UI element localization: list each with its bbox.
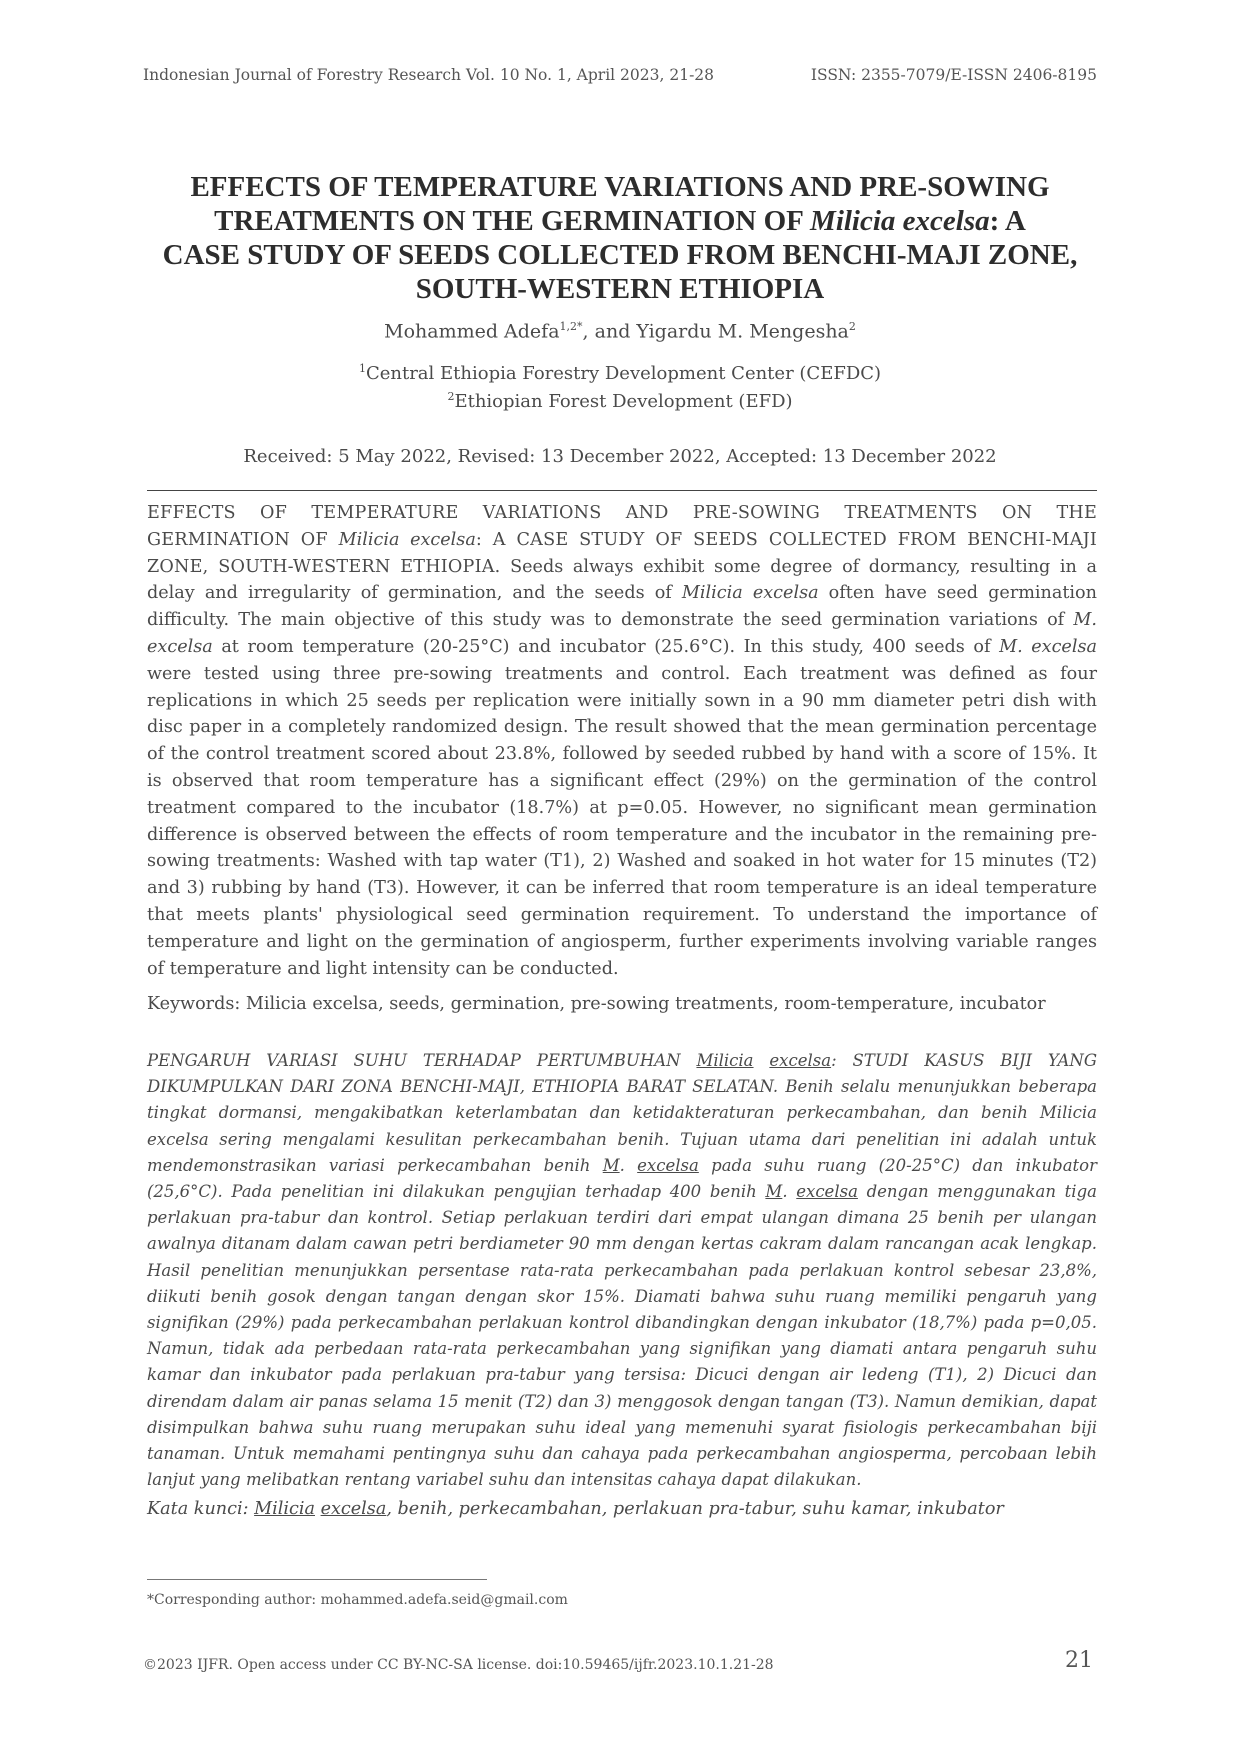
title-line-4: SOUTH-WESTERN ETHIOPIA [415, 273, 825, 305]
journal-header: Indonesian Journal of Forestry Research Vol. 10 No. 1, April 2023, 21-28 [143, 66, 715, 84]
abstract-english: EFFECTS OF TEMPERATURE VARIATIONS AND PRE-SOWING TREATMENTS ON THE GERMINATION OF Milicia excelsa: A CASE STUDY OF SEEDS COLLECTED FROM BENCHI-MAJI ZONE, SOUTH-WESTERN ETHIOPIA. Seeds always exhibit some degree of dormancy, resulting in a delay and irregularity of germination, and the seeds of Milicia excelsa often have seed germination difficulty. The main objective of this study was to demonstrate the seed germination variations of M. excelsa at room temperature (20-25°C) and incubator (25.6°C). In this study, 400 seeds of M. excelsa were tested using three pre-sowing treatments and control. Each treatment was defined as four replications in which 25 seeds per replication were initially sown in a 90 mm diameter petri dish with disc paper in a completely randomized design. The result showed that the mean germination percentage of the control treatment scored about 23.8%, followed by seeded rubbed by hand with a score of 15%. It is observed that room temperature has a significant effect (29%) on the germination of the control treatment compared to the incubator (18.7%) at p=0.05. However, no significant mean germination difference is observed between the effects of room temperature and the incubator in the remaining pre-sowing treatments: Washed with tap water (T1), 2) Washed and soaked in hot water for 15 minutes (T2) and 3) rubbing by hand (T3). However, it can be inferred that room temperature is an ideal temperature that meets plants' physiological seed germination requirement. To understand the importance of temperature and light on the germination of angiosperm, further experiments involving variable ranges of temperature and light intensity can be conducted. [147, 503, 1098, 979]
species-name: Milicia excelsa [810, 205, 990, 237]
keywords: Keywords: Milicia excelsa, seeds, germination, pre-sowing treatments, room-temperature, incubator [147, 994, 1046, 1014]
title-line-3: CASE STUDY OF SEEDS COLLECTED FROM BENCHI-MAJI ZONE, [162, 239, 1078, 271]
title-line-1: EFFECTS OF TEMPERATURE VARIATIONS AND PRE-SOWING [190, 171, 1050, 203]
license-footer: ©2023 IJFR. Open access under CC BY-NC-SA license. doi:10.59465/ijfr.2023.10.1.21-28 [143, 1657, 774, 1673]
title-line-2: TREATMENTS ON THE GERMINATION OF Milicia excelsa: A [214, 205, 1026, 237]
page-number: 21 [1065, 1648, 1093, 1673]
paper-title [130, 170, 1110, 306]
issn-header: ISSN: 2355-7079/E-ISSN 2406-8195 [810, 66, 1097, 84]
header-divider [147, 490, 1097, 491]
author-list: Mohammed Adefa$^{1,2*}$, and Yigardu M. Mengesha$^2$ [384, 320, 856, 343]
affiliation-2: $^2$Ethiopian Forest Development (EFD) [447, 390, 793, 412]
footnote-divider [147, 1579, 487, 1580]
received-dates: Received: 5 May 2022, Revised: 13 December 2022, Accepted: 13 December 2022 [243, 446, 997, 467]
kata-kunci: Kata kunci: Milicia excelsa, benih, perkecambahan, perlakuan pra-tabur, suhu kamar, inkubator [147, 1499, 1004, 1519]
corresponding-author-footnote: *Corresponding author: mohammed.adefa.seid@gmail.com [147, 1592, 568, 1608]
affiliation-1: $^1$Central Ethiopia Forestry Development Center (CEFDC) [358, 362, 882, 384]
abstract-indonesian: PENGARUH VARIASI SUHU TERHADAP PERTUMBUHAN Milicia excelsa: STUDI KASUS BIJI YANG DIKUMPULKAN DARI ZONA BENCHI-MAJI, ETHIOPIA BARAT SELATAN. Benih selalu menunjukkan beberapa tingkat dormansi, mengakibatkan keterlambatan dan ketidakteraturan perkecambahan, dan benih Milicia excelsa sering mengalami kesulitan perkecambahan benih. Tujuan utama dari penelitian ini adalah untuk mendemonstrasikan variasi perkecambahan benih M. excelsa pada suhu ruang (20-25°C) dan inkubator (25,6°C). Pada penelitian ini dilakukan pengujian terhadap 400 benih M. excelsa dengan menggunakan tiga perlakuan pra-tabur dan kontrol. Setiap perlakuan terdiri dari empat ulangan dimana 25 benih per ulangan awalnya ditanam dalam cawan petri berdiameter 90 mm dengan kertas cakram dalam rancangan acak lengkap. Hasil penelitian menunjukkan persentase rata-rata perkecambahan pada perlakuan kontrol sebesar 23,8%, diikuti benih gosok dengan tangan dengan skor 15%. Diamati bahwa suhu ruang memiliki pengaruh yang signifikan (29%) pada perkecambahan perlakuan kontrol dibandingkan dengan inkubator (18,7%) pada p=0,05. Namun, tidak ada perbedaan rata-rata perkecambahan yang signifikan yang diamati antara pengaruh suhu kamar dan inkubator pada perlakuan pra-tabur yang tersisa: Dicuci dengan air ledeng (T1), 2) Dicuci dan direndam dalam air panas selama 15 menit (T2) dan 3) menggosok dengan tangan (T3). Namun demikian, dapat disimpulkan bahwa suhu ruang merupakan suhu ideal yang memenuhi syarat fisiologis perkecambahan biji tanaman. Untuk memahami pentingnya suhu dan cahaya pada perkecambahan angiosperma, percobaan lebih lanjut yang melibatkan rentang variabel suhu dan intensitas cahaya dapat dilakukan. [147, 1051, 1097, 1490]
